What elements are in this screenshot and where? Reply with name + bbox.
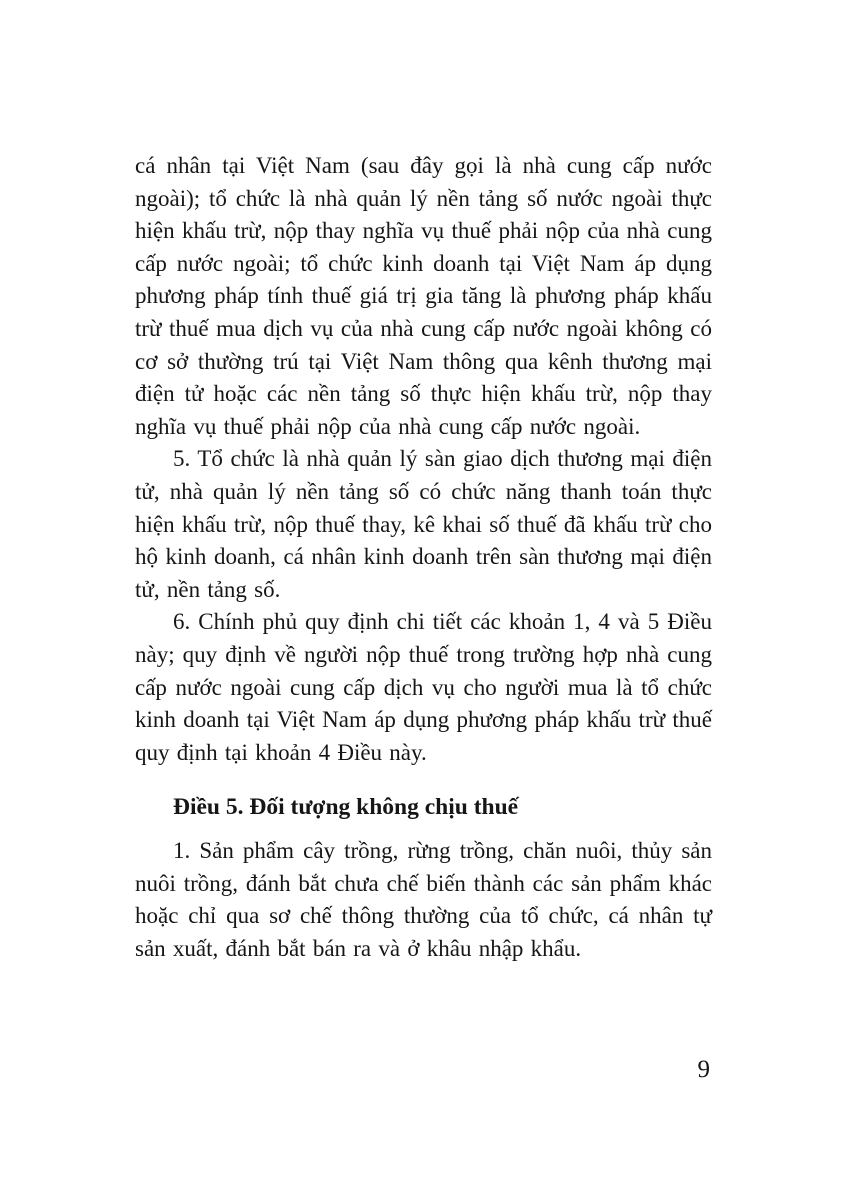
paragraph-continuation: cá nhân tại Việt Nam (sau đây gọi là nhà cung cấp nước ngoài); tổ chức là nhà quản lý nền tảng số nước ngoài thực hiện khấu trừ, nộp thay nghĩa vụ thuế phải nộp của nhà cung cấp nước ngoài; tổ chức kinh doanh tại Việt Nam áp dụng phương pháp tính thuế giá trị gia tăng là phương pháp khấu trừ thuế mua dịch vụ của nhà cung cấp nước ngoài không có cơ sở thường trú tại Việt Nam thông qua kênh thương mại điện tử hoặc các nền tảng số thực hiện khấu trừ, nộp thay nghĩa vụ thuế phải nộp của nhà cung cấp nước ngoài. — [135, 153, 712, 439]
paragraph-clause-5: 5. Tổ chức là nhà quản lý sàn giao dịch thương mại điện tử, nhà quản lý nền tảng số có chức năng thanh toán thực hiện khấu trừ, nộp thuế thay, kê khai số thuế đã khấu trừ cho hộ kinh doanh, cá nhân kinh doanh trên sàn thương mại điện tử, nền tảng số. — [135, 446, 712, 602]
paragraph-clause-1-dieu-5: 1. Sản phẩm cây trồng, rừng trồng, chăn nuôi, thủy sản nuôi trồng, đánh bắt chưa chế biến thành các sản phẩm khác hoặc chỉ qua sơ chế thông thường của tổ chức, cá nhân tự sản xuất, đánh bắt bán ra và ở khâu nhập khẩu. — [135, 838, 712, 962]
paragraph-clause-6: 6. Chính phủ quy định chi tiết các khoản 1, 4 và 5 Điều này; quy định về người nộp thuế trong trường hợp nhà cung cấp nước ngoài cung cấp dịch vụ cho người mua là tổ chức kinh doanh tại Việt Nam áp dụng phương pháp khấu trừ thuế quy định tại khoản 4 Điều này. — [135, 609, 712, 765]
text-column — [135, 150, 712, 966]
page-number: 9 — [697, 1056, 710, 1083]
section-heading-dieu-5: Điều 5. Đối tượng không chịu thuế — [173, 794, 519, 821]
